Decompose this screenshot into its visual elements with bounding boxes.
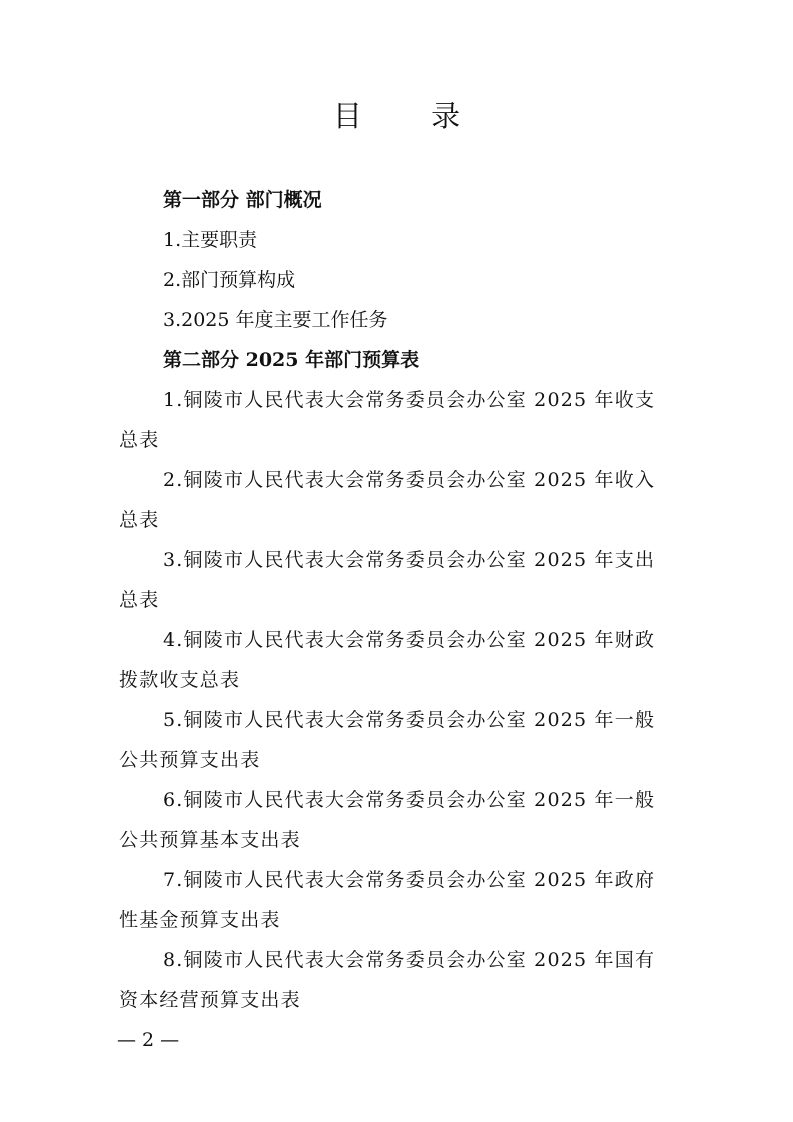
toc-entry xyxy=(119,540,679,620)
toc-entry-line1: 1.铜陵市人民代表大会常务委员会办公室 2025 年收支 xyxy=(163,389,656,411)
toc-entry-line2: 公共预算基本支出表 xyxy=(119,829,301,851)
toc-entry-line2: 拨款收支总表 xyxy=(119,669,241,691)
toc-entry xyxy=(119,380,679,460)
toc-entry xyxy=(119,860,679,940)
toc-entry-line2: 资本经营预算支出表 xyxy=(119,989,301,1011)
toc-item: 2.部门预算构成 xyxy=(163,269,296,291)
part2-heading: 第二部分 2025 年部门预算表 xyxy=(163,349,420,371)
toc-item: 1.主要职责 xyxy=(163,229,258,251)
page-title: 目 录 xyxy=(332,99,491,133)
page-number: — 2 — xyxy=(117,1029,180,1051)
toc-entry-line2: 性基金预算支出表 xyxy=(119,909,281,931)
toc-item: 3.2025 年度主要工作任务 xyxy=(163,309,388,331)
toc-entry xyxy=(119,780,679,860)
toc-entry-line1: 6.铜陵市人民代表大会常务委员会办公室 2025 年一般 xyxy=(163,789,656,811)
toc-entry-line2: 公共预算支出表 xyxy=(119,749,261,771)
toc-entry xyxy=(119,620,679,700)
toc-entry xyxy=(119,460,679,540)
toc-entry-line2: 总表 xyxy=(119,509,160,531)
toc-entry xyxy=(119,940,679,1020)
part1-heading: 第一部分 部门概况 xyxy=(163,189,322,211)
toc-entry-line1: 2.铜陵市人民代表大会常务委员会办公室 2025 年收入 xyxy=(163,469,656,491)
toc-entry xyxy=(119,700,679,780)
toc-entry-line1: 5.铜陵市人民代表大会常务委员会办公室 2025 年一般 xyxy=(163,709,656,731)
toc-entry-line1: 8.铜陵市人民代表大会常务委员会办公室 2025 年国有 xyxy=(163,949,656,971)
toc-entry-line2: 总表 xyxy=(119,589,160,611)
table-of-contents xyxy=(119,180,679,1020)
toc-entry-line1: 7.铜陵市人民代表大会常务委员会办公室 2025 年政府 xyxy=(163,869,656,891)
toc-entry-line1: 4.铜陵市人民代表大会常务委员会办公室 2025 年财政 xyxy=(163,629,656,651)
toc-entry-line2: 总表 xyxy=(119,429,160,451)
toc-entry-line1: 3.铜陵市人民代表大会常务委员会办公室 2025 年支出 xyxy=(163,549,656,571)
